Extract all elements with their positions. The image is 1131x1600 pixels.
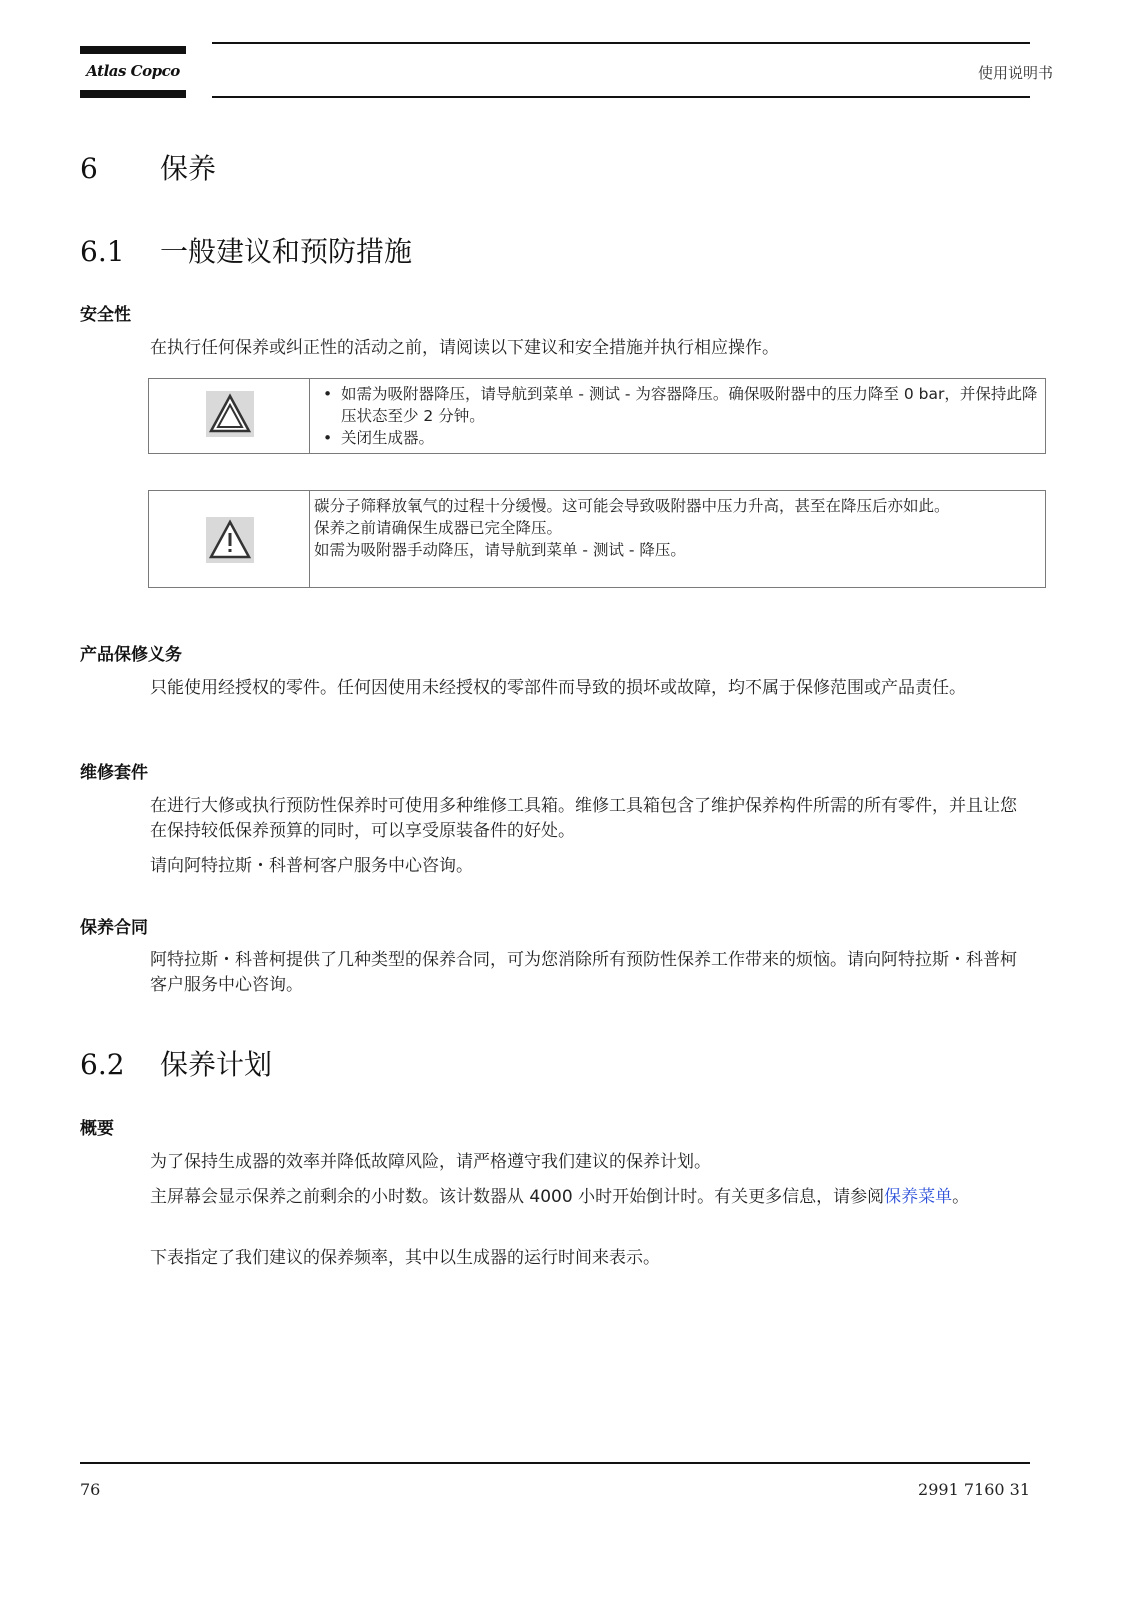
- warning-list-item: • 关闭生成器。: [341, 427, 1039, 449]
- logo-top-bar: [80, 46, 186, 54]
- overview-text-3: 下表指定了我们建议的保养频率，其中以生成器的运行时间来表示。: [150, 1248, 660, 1268]
- warning-line: 如需为吸附器手动降压，请导航到菜单 - 测试 - 降压。: [314, 541, 686, 559]
- service-menu-link[interactable]: 保养菜单: [884, 1187, 953, 1207]
- header-top-rule: [212, 42, 1030, 44]
- section-title: 一般建议和预防措施: [160, 235, 413, 268]
- warning-icon-cell: [149, 491, 310, 587]
- warning-text-2: [314, 495, 1039, 561]
- logo-bottom-bar: [80, 90, 186, 98]
- footer-rule: [80, 1462, 1030, 1464]
- overview-text-1: 为了保持生成器的效率并降低故障风险，请严格遵守我们建议的保养计划。: [150, 1152, 711, 1172]
- service-contracts-heading: 保养合同: [80, 918, 148, 938]
- section-heading-6-1: [80, 230, 412, 270]
- service-kits-heading: 维修套件: [80, 763, 148, 783]
- safety-intro: 在执行任何保养或纠正性的活动之前，请阅读以下建议和安全措施并执行相应操作。: [150, 338, 779, 358]
- service-contracts-text: 阿特拉斯・科普柯提供了几种类型的保养合同，可为您消除所有预防性保养工作带来的烦恼。请向阿特拉斯・科普柯客户服务中心咨询。: [150, 950, 1017, 995]
- warranty-heading: 产品保修义务: [80, 645, 182, 665]
- warning-box-oxygen-release: [148, 490, 1046, 588]
- overview-text-2: [150, 1185, 1030, 1210]
- warning-box-depressurize: [148, 378, 1046, 454]
- service-kits-contact: 请向阿特拉斯・科普柯客户服务中心咨询。: [150, 856, 473, 876]
- section-title: 保养计划: [160, 1048, 273, 1081]
- warning-text-1: [317, 383, 1039, 449]
- document-number: 2991 7160 31: [918, 1480, 1030, 1499]
- service-kits-text: 在进行大修或执行预防性保养时可使用多种维修工具箱。维修工具箱包含了维护保养构件所需的所有零件，并且让您在保持较低保养预算的同时，可以享受原装备件的好处。: [150, 796, 1017, 841]
- atlas-copco-logo: [80, 46, 186, 102]
- safety-heading: 安全性: [80, 305, 131, 325]
- page-number: 76: [80, 1480, 101, 1499]
- warning-list: [317, 383, 1039, 449]
- document-type: 使用说明书: [977, 64, 1053, 82]
- warranty-text: 只能使用经授权的零件。任何因使用未经授权的零部件而导致的损坏或故障，均不属于保修范围或产品责任。: [150, 678, 966, 698]
- chapter-heading: [80, 147, 216, 187]
- header-bottom-rule: [212, 96, 1030, 98]
- warning-icon-cell: [149, 379, 310, 453]
- warning-list-item: • 如需为吸附器降压，请导航到菜单 - 测试 - 为容器降压。确保吸附器中的压力降至 0 bar，并保持此降压状态至少 2 分钟。: [341, 383, 1039, 427]
- logo-text: Atlas Copco: [86, 62, 180, 80]
- overview-text-2-main: 主屏幕会显示保养之前剩余的小时数。该计数器从 4000 小时开始倒计时。有关更多信息，请参阅: [150, 1187, 885, 1207]
- caution-triangle-icon: [206, 391, 254, 437]
- section-number: 6.2: [80, 1048, 125, 1081]
- section-number: 6.1: [80, 235, 125, 268]
- section-heading-6-2: [80, 1043, 272, 1083]
- exclamation-triangle-icon: [206, 517, 254, 563]
- chapter-number: 6: [80, 152, 98, 185]
- warning-line: 碳分子筛释放氧气的过程十分缓慢。这可能会导致吸附器中压力升高，甚至在降压后亦如此。: [314, 497, 950, 515]
- overview-text-2-end: 。: [952, 1187, 970, 1207]
- warning-line: 保养之前请确保生成器已完全降压。: [314, 519, 563, 537]
- chapter-title: 保养: [160, 152, 217, 185]
- overview-heading: 概要: [80, 1119, 114, 1139]
